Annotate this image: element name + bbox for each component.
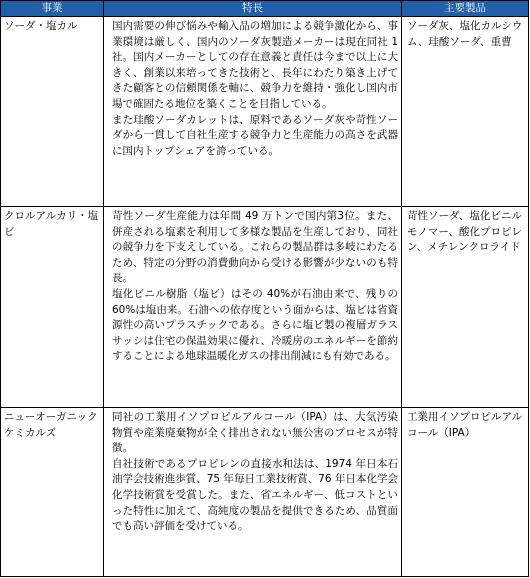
- header-business: 事業: [1, 1, 104, 16]
- business-cell: [1, 408, 104, 576]
- header-products: 主要製品: [444, 2, 486, 14]
- feature-paragraph: また珪酸ソーダカレットは、原料であるソーダ灰や苛性ソーダから一貫して自社生産する競争力と生産能力の高さを武器に国内トップシェアを誇っている。: [112, 113, 398, 157]
- products-text: ソーダ灰、塩化カルシウム、珪酸ソーダ、重曹: [407, 20, 523, 48]
- products-cell: [402, 408, 528, 576]
- business-cell: [1, 207, 104, 407]
- business-name: ニューオーガニックケミカルズ: [4, 411, 98, 439]
- features-cell: [104, 17, 402, 206]
- table-header-row: [1, 1, 528, 16]
- feature-paragraph: 塩化ビニル樹脂（塩ビ）はその 40%が石油由来で、残りの 60%は塩由来。石油への依存度という面からは、塩ビは省資源性の高いプラスチックである。さらに塩ビ製の複層ガラスサッシは住宅の保温効果に優れ、冷暖房のエネルギーを節約することによる地球温暖化ガスの排出削減にも有効である。: [112, 287, 398, 363]
- products-cell: [402, 207, 528, 407]
- products-text: 苛性ソーダ、塩化ビニルモノマー、酸化プロピレン、メチレンクロライド: [407, 210, 522, 254]
- business-name: クロルアルカリ・塩ビ: [4, 210, 99, 238]
- header-features: 特長: [104, 1, 402, 16]
- table-row: [1, 206, 528, 407]
- feature-paragraph: 同社の工業用イソプロピルアルコール（IPA）は、大気汚染物質や産業廃棄物が全く排出されない無公害のプロセスが特徴。: [112, 411, 398, 455]
- features-cell: [104, 207, 402, 407]
- feature-paragraph: 自社技術であるプロピレンの直接水和法は、1974 年日本石油学会技術進歩賞、75 年毎日工業技術賞、76 年日本化学会化学技術賞を受賞した。また、省エネルギー、低コストといった特性に加えて、高純度の製品を提供できるため、品質面でも高い評価を受けている。: [112, 457, 398, 533]
- products-text: 工業用イソプロピルアルコール（IPA）: [407, 411, 523, 439]
- table-row: [1, 16, 528, 206]
- products-cell: [402, 17, 528, 206]
- table-row: [1, 407, 528, 576]
- feature-paragraph: 国内需要の伸び悩みや輸入品の増加による競争激化から、事業環境は厳しく、国内のソーダ灰製造メーカーは現在同社 1 社。国内メーカーとしての存在意義と責任は今まで以上に大きく、創業以来培ってきた技術と、長年にわたり築き上げてきた顧客との信頼関係を軸に、競争力を維持・強化し国内市場で確固たる地位を築くことを目指している。: [112, 20, 398, 110]
- features-cell: [104, 408, 402, 576]
- business-name: ソーダ・塩カル: [4, 20, 78, 32]
- feature-paragraph: 苛性ソーダ生産能力は年間 49 万トンで国内第3位。また、併産される塩素を利用して多様な製品を生産しており、同社の競争力を下支えしている。これらの製品群は多岐にわたるため、特定の分野の消費動向から受ける影響が少ないのも特長。: [112, 210, 398, 285]
- business-cell: [1, 17, 104, 206]
